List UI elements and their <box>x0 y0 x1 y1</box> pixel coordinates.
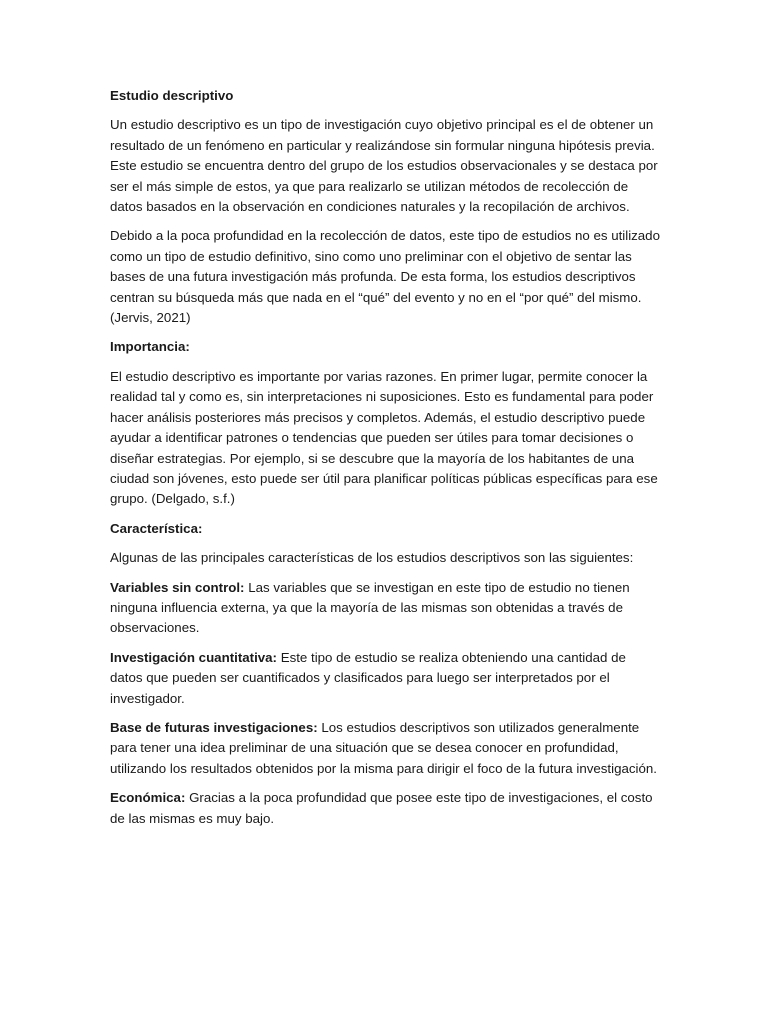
document-title: Estudio descriptivo <box>110 88 234 103</box>
characteristic-item <box>110 648 662 709</box>
importance-heading: Importancia: <box>110 339 190 355</box>
characteristic-item <box>110 578 662 639</box>
intro-paragraph: Debido a la poca profundidad en la recolección de datos, este tipo de estudios no es utilizado como un tipo de estudio definitivo, sino como uno preliminar con el objetivo de sentar las bases de una futura investigación más profunda. De esta forma, los estudios descriptivos centran su búsqueda más que nada en el “qué” del evento y no en el “por qué” del mismo. (Jervis, 2021) <box>110 228 660 326</box>
characteristic-term: Investigación cuantitativa: <box>110 649 277 665</box>
document-body <box>110 86 662 838</box>
characteristic-text: Gracias a la poca profundidad que posee este tipo de investigaciones, el costo de las mismas es muy bajo. <box>110 790 653 826</box>
intro-paragraph: Un estudio descriptivo es un tipo de investigación cuyo objetivo principal es el de obtener un resultado de un fenómeno en particular y realizándose sin formular ninguna hipótesis previa. Este estudio se encuentra dentro del grupo de los estudios observacionales y se destaca por ser el más simple de estos, ya que para realizarlo se utilizan métodos de recolección de datos basados en la observación en condiciones naturales y la recopilación de archivos. <box>110 117 658 215</box>
characteristic-term: Variables sin control: <box>110 579 245 595</box>
characteristic-term: Base de futuras investigaciones: <box>110 719 318 735</box>
characteristics-intro: Algunas de las principales características de los estudios descriptivos son las siguientes: <box>110 550 634 566</box>
characteristic-item <box>110 788 662 829</box>
characteristic-text: Este tipo de estudio se realiza obteniendo una cantidad de datos que pueden ser cuantificados y clasificados para luego ser interpretados por el investigador. <box>110 649 626 706</box>
characteristic-term: Económica: <box>110 790 186 806</box>
characteristic-text: Las variables que se investigan en este tipo de estudio no tienen ninguna influencia externa, ya que la mayoría de las mismas son obtenidas a través de observaciones. <box>110 579 630 636</box>
characteristics-heading: Característica: <box>110 520 203 536</box>
characteristic-text: Los estudios descriptivos son utilizados generalmente para tener una idea preliminar de una situación que se desea conocer en profundidad, utilizando los resultados obtenidos por la misma para dirigir el foco de la futura investigación. <box>110 719 657 776</box>
importance-paragraph: El estudio descriptivo es importante por varias razones. En primer lugar, permite conocer la realidad tal y como es, sin interpretaciones ni suposiciones. Esto es fundamental para poder hacer análisis posteriores más precisos y completos. Además, el estudio descriptivo puede ayudar a identificar patrones o tendencias que pueden ser útiles para tomar decisiones o diseñar estrategias. Por ejemplo, si se descubre que la mayoría de los habitantes de una ciudad son jóvenes, esto puede ser útil para planificar políticas públicas específicas para ese grupo. (Delgado, s.f.) <box>110 368 658 507</box>
characteristic-item <box>110 718 662 779</box>
